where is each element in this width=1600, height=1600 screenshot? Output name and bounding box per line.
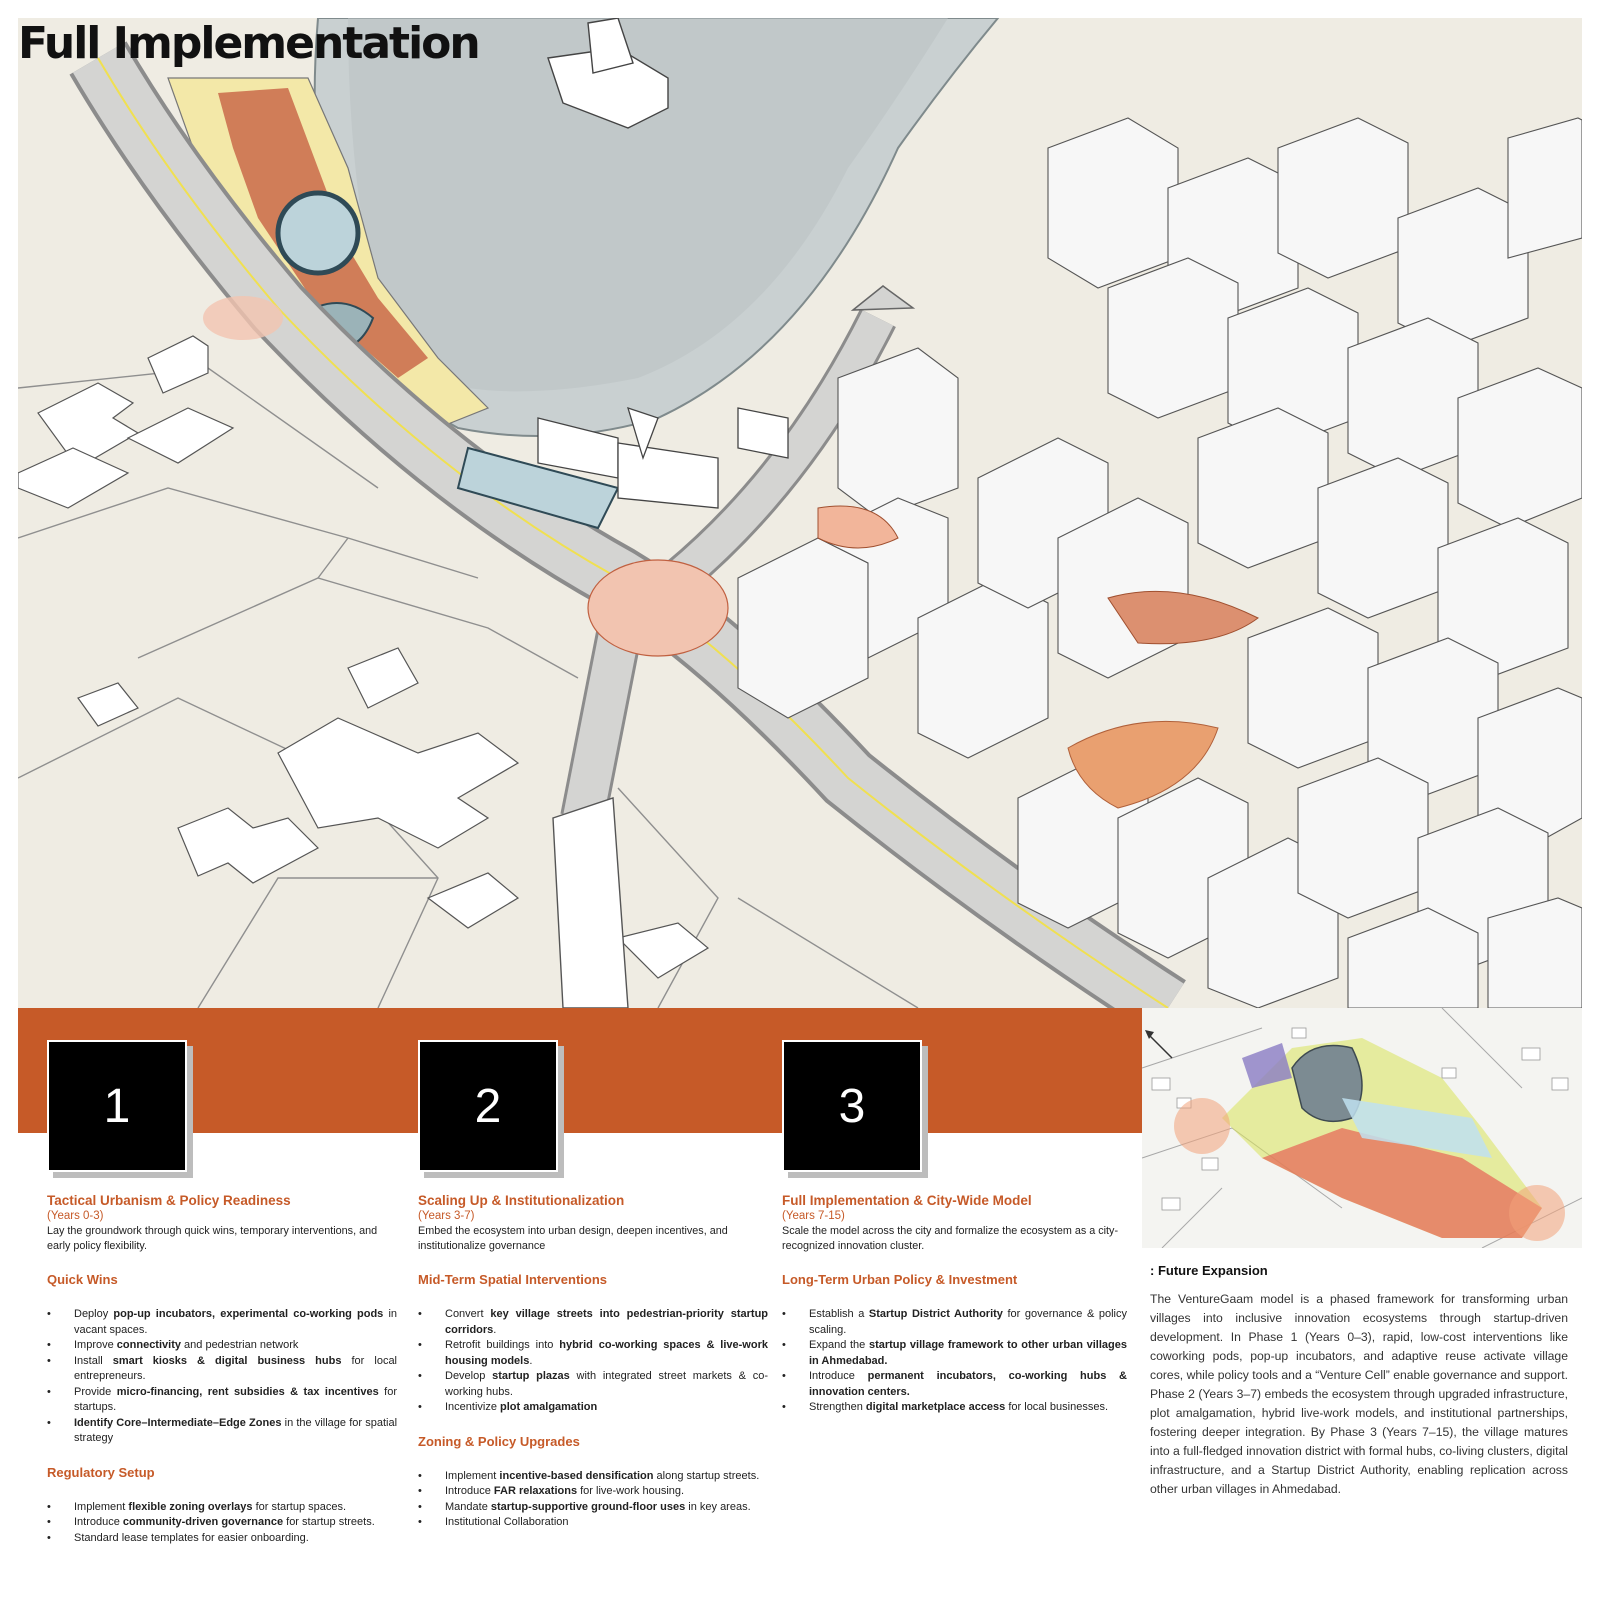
text-run: Mandate bbox=[445, 1500, 491, 1513]
bullet-item bbox=[47, 1416, 397, 1447]
text-run: Retrofit buildings into bbox=[445, 1339, 560, 1351]
text-run: Convert bbox=[445, 1308, 491, 1320]
phase-years: (Years 3-7) bbox=[418, 1210, 475, 1222]
bullet-item bbox=[418, 1484, 768, 1500]
bold-text: permanent incubators, co-working hubs & innovation centers. bbox=[809, 1370, 1127, 1398]
bold-text: startup plazas bbox=[492, 1370, 570, 1382]
section-heading: Zoning & Policy Upgrades bbox=[418, 1433, 580, 1449]
bullet-list bbox=[418, 1469, 768, 1531]
text-run: Implement bbox=[445, 1469, 500, 1482]
future-expansion-key-map bbox=[1142, 1008, 1582, 1248]
text-run: Install bbox=[74, 1354, 113, 1367]
bullet-item bbox=[418, 1369, 768, 1400]
phase-title: Scaling Up & Institutionalization bbox=[418, 1193, 625, 1208]
bullet-item bbox=[418, 1515, 768, 1531]
bold-text: Startup District Authority bbox=[868, 1308, 1003, 1320]
bold-text: smart kiosks & digital business hubs bbox=[112, 1354, 342, 1367]
bullet-item bbox=[782, 1400, 1127, 1416]
section-heading: Quick Wins bbox=[47, 1272, 118, 1287]
bullet-item bbox=[418, 1500, 768, 1516]
text-run: Develop bbox=[445, 1370, 493, 1382]
bullet-item bbox=[418, 1338, 768, 1369]
text-run: Strengthen bbox=[809, 1401, 866, 1413]
text-run: Introduce bbox=[809, 1370, 868, 1382]
text-run: for governance & policy scaling. bbox=[809, 1308, 1127, 1336]
text-run: Introduce bbox=[445, 1485, 494, 1497]
phase-2-column bbox=[418, 1193, 768, 1549]
phase-description: Lay the groundwork through quick wins, temporary interventions, and early policy flexibility. bbox=[47, 1225, 378, 1252]
phase-title: Full Implementation & City-Wide Model bbox=[782, 1193, 1032, 1208]
bold-text: startup-supportive ground-floor uses bbox=[490, 1500, 686, 1513]
bold-text: digital marketplace access bbox=[865, 1401, 1006, 1413]
text-run: Establish a bbox=[809, 1308, 869, 1320]
bold-text: FAR relaxations bbox=[493, 1485, 578, 1497]
phase-description: Scale the model across the city and formalize the ecosystem as a city-recognized innovation cluster. bbox=[782, 1225, 1119, 1252]
text-run: Incentivize bbox=[445, 1401, 501, 1413]
text-run: Implement bbox=[74, 1500, 129, 1513]
bold-text: hybrid co-working spaces & live-work housing models bbox=[445, 1339, 768, 1367]
bold-text: plot amalgamation bbox=[500, 1401, 598, 1413]
phase-3-number: 3 bbox=[838, 1079, 866, 1133]
bold-text: connectivity bbox=[116, 1339, 181, 1351]
future-expansion-text: The VentureGaam model is a phased framework for transforming urban villages into inclusive innovation ecosystems through startup-driven development. In Phase 1 (Years 0–3), rapid, low-cost interventions like coworking pods, pop-up incubators, and adaptive reuse activate village cores, while policy tools and a “Venture Cell” enable governance and support. Phase 2 (Years 3–7) embeds the ecosystem through upgraded infrastructure, plot amalgamation, hybrid live-work models, and institutional partnerships, fostering deeper integration. By Phase 3 (Years 7–15), the village matures into a full-fledged innovation district with formal hubs, co-living clusters, digital infrastructure, and a Startup District Authority, enabling replication across other urban villages in Ahmedabad. bbox=[1150, 1292, 1569, 1496]
bold-text: micro-financing, rent subsidies & tax incentives bbox=[116, 1385, 379, 1398]
bold-text: pop-up incubators, experimental co-working pods bbox=[113, 1308, 384, 1320]
bullet-item bbox=[418, 1400, 768, 1416]
phase-2-number-box bbox=[418, 1040, 558, 1172]
bold-text: incentive-based densification bbox=[499, 1469, 654, 1482]
section-heading: Regulatory Setup bbox=[47, 1464, 155, 1480]
text-run: in key areas. bbox=[685, 1500, 751, 1513]
bullet-item bbox=[418, 1307, 768, 1338]
text-run: Expand the bbox=[809, 1339, 869, 1351]
phase-3-number-box bbox=[782, 1040, 922, 1172]
text-run: Improve bbox=[74, 1339, 117, 1351]
phase-1-number-box bbox=[47, 1040, 187, 1172]
future-expansion-title: : Future Expansion bbox=[1150, 1263, 1268, 1278]
bullet-item bbox=[47, 1338, 397, 1354]
text-run: for startup spaces. bbox=[252, 1500, 347, 1513]
phase-3-column bbox=[782, 1193, 1127, 1434]
bullet-item bbox=[418, 1469, 768, 1485]
phase-years: (Years 0-3) bbox=[47, 1210, 104, 1222]
bullet-item bbox=[47, 1531, 397, 1547]
aerial-axonometric-map bbox=[18, 18, 1582, 1008]
bullet-item bbox=[47, 1307, 397, 1338]
bullet-item bbox=[47, 1515, 397, 1531]
phase-2-number: 2 bbox=[474, 1079, 502, 1133]
bullet-item bbox=[782, 1307, 1127, 1338]
text-run: and pedestrian network bbox=[180, 1339, 299, 1351]
text-run: for local businesses. bbox=[1005, 1401, 1109, 1413]
bold-text: community-driven governance bbox=[122, 1516, 284, 1528]
phase-years: (Years 7-15) bbox=[782, 1210, 845, 1222]
page-title: Full Implementation bbox=[18, 18, 479, 69]
bullet-list bbox=[47, 1500, 397, 1547]
bold-text: key village streets into pedestrian-priority startup corridors bbox=[445, 1308, 769, 1336]
text-run: . bbox=[529, 1354, 533, 1367]
bullet-list bbox=[47, 1307, 397, 1447]
text-run: for local entrepreneurs. bbox=[74, 1354, 398, 1382]
bullet-list bbox=[418, 1307, 768, 1416]
bullet-item bbox=[47, 1354, 397, 1385]
bullet-list bbox=[782, 1307, 1127, 1416]
text-run: Standard lease templates for easier onboarding. bbox=[74, 1531, 309, 1544]
bullet-item bbox=[782, 1369, 1127, 1400]
bullet-item bbox=[782, 1338, 1127, 1369]
section-heading: Mid-Term Spatial Interventions bbox=[418, 1272, 608, 1287]
bold-text: flexible zoning overlays bbox=[128, 1500, 253, 1513]
text-run: with integrated street markets & co-working hubs. bbox=[445, 1370, 768, 1398]
text-run: Institutional Collaboration bbox=[445, 1516, 569, 1528]
text-run: for startups. bbox=[74, 1385, 397, 1413]
phase-1-number: 1 bbox=[103, 1079, 131, 1133]
bullet-item bbox=[47, 1500, 397, 1516]
text-run: Provide bbox=[74, 1385, 117, 1398]
text-run: along startup streets. bbox=[653, 1469, 760, 1482]
text-run: in the village for spatial strategy bbox=[74, 1416, 398, 1444]
text-run: for live-work housing. bbox=[577, 1485, 685, 1497]
phase-1-column bbox=[47, 1193, 397, 1564]
text-run: . bbox=[493, 1323, 497, 1336]
text-run: Introduce bbox=[74, 1516, 123, 1528]
section-heading: Long-Term Urban Policy & Investment bbox=[782, 1272, 1018, 1287]
text-run: for startup streets. bbox=[283, 1516, 375, 1528]
text-run: Deploy bbox=[74, 1308, 114, 1320]
phase-title: Tactical Urbanism & Policy Readiness bbox=[47, 1193, 291, 1208]
bold-text: startup village framework to other urban villages in Ahmedabad. bbox=[809, 1339, 1127, 1367]
text-run: in vacant spaces. bbox=[74, 1308, 398, 1336]
bullet-item bbox=[47, 1385, 397, 1416]
phase-description: Embed the ecosystem into urban design, deepen incentives, and institutionalize governance bbox=[418, 1225, 728, 1252]
bold-text: Identify Core–Intermediate–Edge Zones bbox=[74, 1416, 282, 1429]
